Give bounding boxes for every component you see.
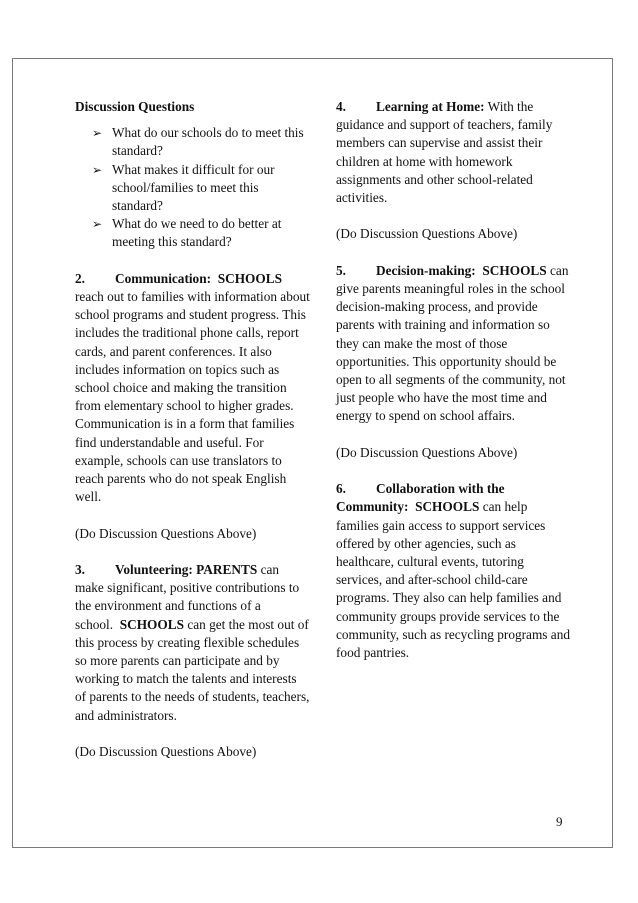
list-item [92,215,310,251]
section-communication [75,270,310,507]
section-number: 6. [336,481,346,497]
bullet-text: What makes it difficult for our school/families to meet this standard? [112,161,275,214]
section-emphasis: SCHOOLS [482,262,547,278]
section-emphasis-2: SCHOOLS [119,616,184,632]
section-title: Communication: [115,270,212,286]
section-emphasis: SCHOOLS [217,270,282,286]
arrow-bullet-icon: ➢ [92,162,103,177]
section-number: 3. [75,562,85,578]
discussion-question-list [75,124,310,251]
discussion-reference: (Do Discussion Questions Above) [336,444,518,460]
section-body: reach out to families with information about school programs and student progress. This includes the traditional phone calls, report cards, and parent conferences. It also includes information on topics such as school choice and making the transition from elementary school to higher grades. Communication is in a form that families find understandable and useful. For example, schools can use translators to reach parents who do not speak English well. [75,289,310,505]
arrow-bullet-icon: ➢ [92,217,103,232]
section-title: Learning at Home: [376,99,485,114]
section-learning-at-home [336,98,572,207]
list-item [92,124,310,160]
section-emphasis: SCHOOLS [415,499,480,515]
section-decision-making [336,262,572,426]
section-volunteering [75,561,310,725]
bullet-text: What do we need to do better at meeting this standard? [112,216,282,250]
section-number: 5. [336,262,346,278]
section-number: 4. [336,99,346,114]
section-body: can give parents meaningful roles in the school decision-making process, and provide parents with training and information so they can make the most of those opportunities. This opportunity should be open to all segments of the community, not just people who have the most time and energy to spend on school affairs. [336,262,569,424]
arrow-bullet-icon: ➢ [92,126,103,141]
discussion-reference: (Do Discussion Questions Above) [75,525,257,541]
discussion-reference: (Do Discussion Questions Above) [336,226,518,242]
right-column [336,98,572,680]
bullet-text: What do our schools do to meet this standard? [112,125,304,159]
section-title: Collaboration with the Community: [336,481,505,515]
list-item [92,161,310,216]
discussion-questions-heading: Discussion Questions [75,99,195,114]
section-body: With the guidance and support of teachers, family members can supervise and assist their children at home with homework assignments and other school-related activities. [336,99,553,206]
section-body: can make significant, positive contributions to the environment and functions of a school. [75,562,300,632]
section-emphasis: PARENTS [196,562,258,578]
left-column [75,98,310,779]
section-title: Decision-making: [376,262,476,278]
section-body-continued: can get the most out of this process by creating flexible schedules so more parents can participate and by working to match the talents and interests of parents to the needs of students, teachers, and administrators. [75,616,310,723]
section-collaboration [336,480,572,662]
page-number: 9 [556,814,563,829]
discussion-reference: (Do Discussion Questions Above) [75,744,257,760]
section-title: Volunteering: [115,562,193,578]
section-body: can help families gain access to support services offered by other agencies, such as healthcare, cultural events, tutoring services, and after-school child-care programs. They also can help families and community groups provide services to the community, such as recycling programs and food pantries. [336,499,570,661]
section-number: 2. [75,270,85,286]
